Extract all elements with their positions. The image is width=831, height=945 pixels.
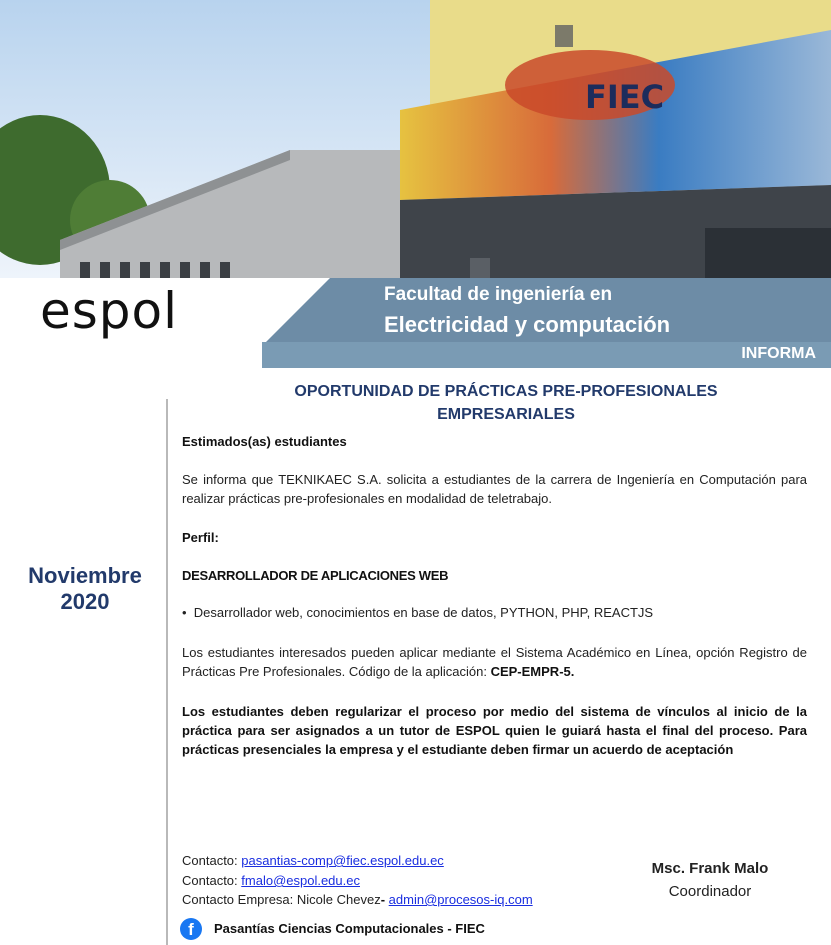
company-contact-line [182, 890, 533, 909]
signer-name: Msc. Frank Malo [651, 860, 769, 877]
requirement-item [182, 605, 653, 620]
espol-logo: espol [40, 282, 179, 340]
role-title: DESARROLLADOR DE APLICACIONES WEB [182, 568, 449, 583]
contact-email-link[interactable]: pasantias-comp@fiec.espol.edu.ec [241, 853, 444, 868]
company-contact-label: Contacto Empresa: Nicole Chevez [182, 892, 381, 907]
title-line-1: OPORTUNIDAD DE PRÁCTICAS PRE-PROFESIONALES [294, 383, 718, 400]
greeting: Estimados(as) estudiantes [182, 434, 347, 449]
header-photo [0, 0, 831, 278]
apply-code: CEP-EMPR-5. [490, 664, 575, 679]
contact-line-2 [182, 871, 360, 890]
perfil-label: Perfil: [182, 530, 219, 545]
date-year: 2020 [60, 589, 110, 614]
facebook-icon[interactable]: f [180, 918, 202, 940]
facebook-page-link[interactable]: Pasantías Ciencias Computacionales - FIEC [214, 921, 485, 936]
bullet-icon: • [182, 605, 194, 620]
signer-role: Coordinador [668, 883, 752, 900]
apply-text: Los estudiantes interesados pueden aplicar mediante el Sistema Académico en Línea, opción Registro de Prácticas Pre Profesionales. Código de la aplicación: [182, 645, 807, 679]
faculty-name-line1: Facultad de ingeniería en [384, 284, 613, 305]
faculty-name-line2: Electricidad y computación [384, 312, 671, 337]
date-month: Noviembre [28, 563, 142, 588]
contact-line-1 [182, 851, 444, 870]
company-contact-separator: - [380, 892, 386, 907]
building-sign: FIEC [585, 78, 665, 116]
contact-label: Contacto: [182, 873, 238, 888]
title-line-2: EMPRESARIALES [437, 406, 575, 423]
company-email-link[interactable]: admin@procesos-iq.com [388, 892, 533, 907]
date-block [0, 563, 170, 615]
requirement-text: Desarrollador web, conocimientos en base de datos, PYTHON, PHP, REACTJS [193, 605, 654, 620]
divider [166, 399, 168, 945]
document-title [182, 380, 830, 426]
contact-email-link[interactable]: fmalo@espol.edu.ec [241, 873, 360, 888]
notice-paragraph: Los estudiantes deben regularizar el proceso por medio del sistema de vínculos al inicio de la práctica para ser asignados a un tutor de ESPOL quien le guiará hasta el final del proceso. Para prácticas presenciales la empresa y el estudiante deben firmar un acuerdo de aceptación [182, 704, 807, 757]
intro-paragraph: Se informa que TEKNIKAEC S.A. solicita a estudiantes de la carrera de Ingeniería en Computación para realizar prácticas pre-profesionales en modalidad de teletrabajo. [182, 472, 807, 506]
contact-label: Contacto: [182, 853, 238, 868]
informa-bar [262, 342, 831, 368]
informa-label: INFORMA [741, 345, 816, 362]
apply-paragraph [182, 643, 807, 681]
